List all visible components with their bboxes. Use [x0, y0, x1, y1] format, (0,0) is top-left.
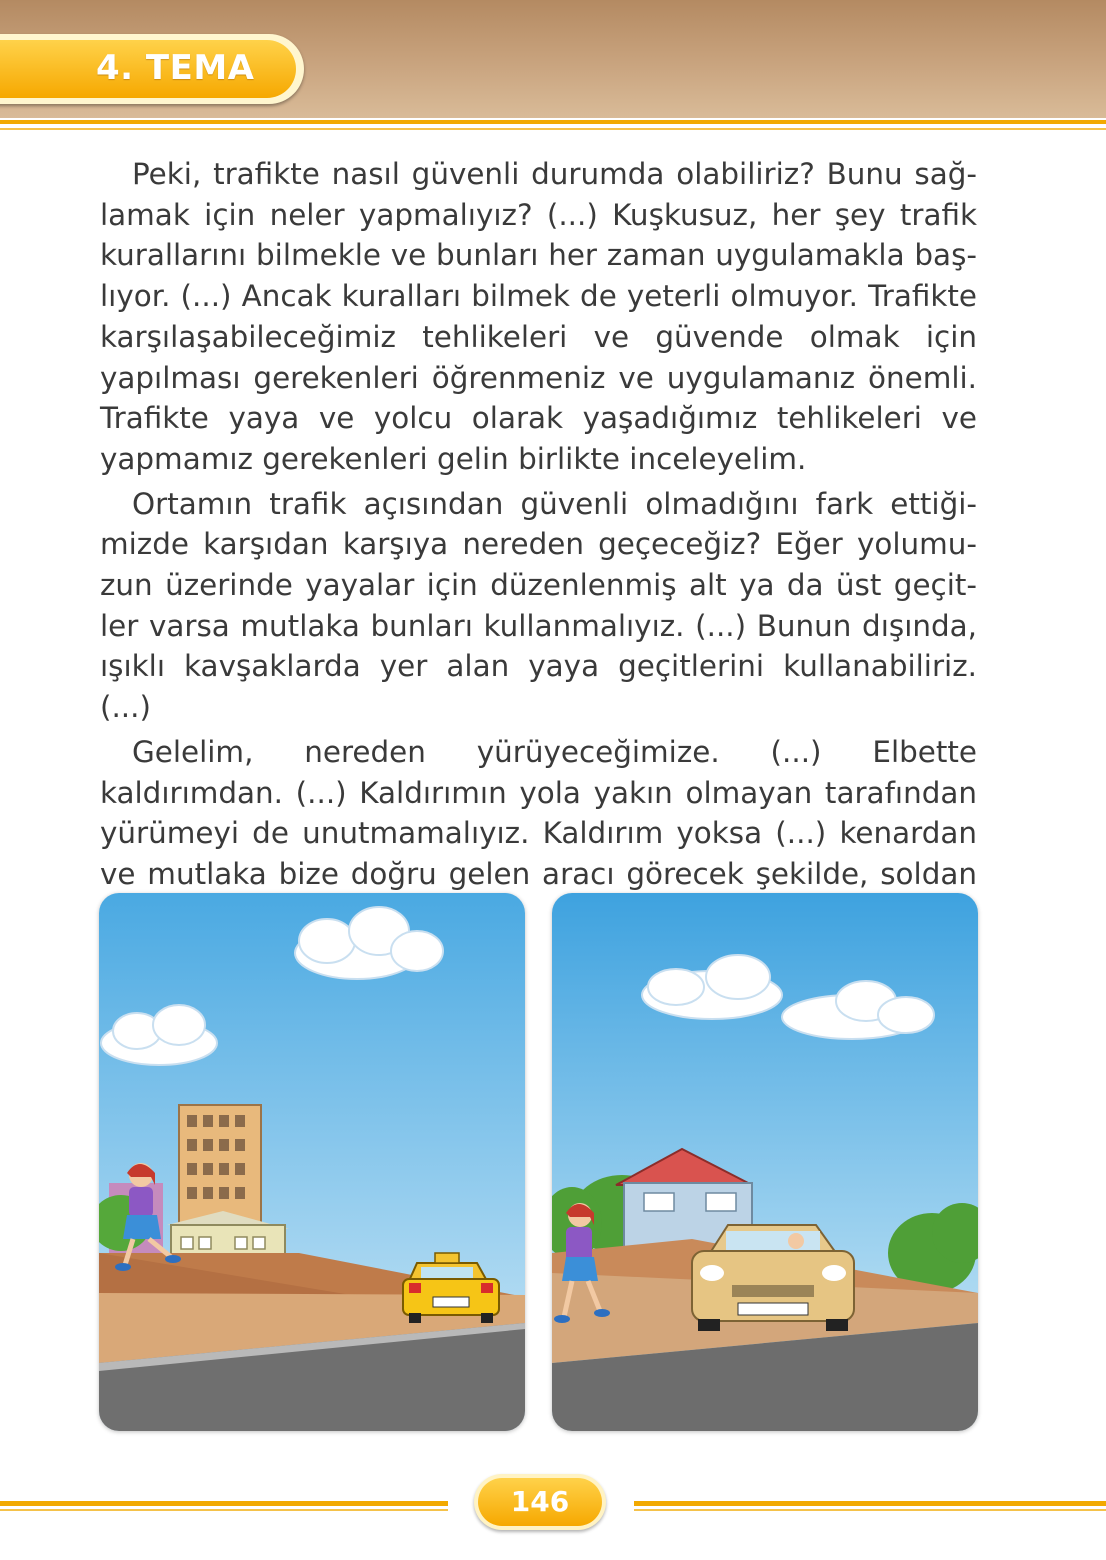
footer-divider-right	[634, 1501, 1106, 1506]
header-divider	[0, 120, 1106, 124]
sidewalk-taxi-scene	[99, 893, 525, 1431]
theme-badge-fill	[0, 40, 296, 98]
paragraph-2: Ortamın trafik açısından güvenli olmadığını fark ettiğimizde karşıdan karşıya nereden geçeceğiz? Eğer yolumuzun üzerinde yayalar için düzenlenmiş alt ya da üst geçitler varsa mutlaka bunları kullanmalıyız. (...) Bunun dışında, ışıklı kavşaklarda yer alan yaya geçitlerini kullanabiliriz. (...)	[100, 486, 977, 725]
illustration-left	[99, 893, 525, 1431]
body-text	[100, 154, 977, 935]
roadside-car-scene	[552, 893, 978, 1431]
page-number-badge	[474, 1474, 606, 1530]
paragraph-3: Gelelim, nereden yürüyeceğimize. (...) Elbette kaldırımdan. (...) Kaldırımın yola yakın olmayan tarafından yürümeyi de unutmamalıyız. Kaldırım yoksa (...) kenardan ve mutlaka bize doğru gelen aracı görecek şekilde, soldan	[100, 734, 977, 891]
illustration-right	[552, 893, 978, 1431]
theme-label: 4. TEMA	[96, 48, 255, 88]
header-divider-thin	[0, 128, 1106, 130]
page-number: 146	[478, 1478, 602, 1526]
paragraph-1: Peki, trafikte nasıl güvenli durumda olabiliriz? Bunu sağlamak için neler yapmalıyız? (...) Kuşkusuz, her şey trafik kurallarını bilmekle ve bunları her zaman uygulamakla başlıyor. (...) Ancak kuralları bilmek de yeterli olmuyor. Trafikte karşılaşabileceğimiz tehlikeleri ve güvende olmak için yapılması gerekenleri öğrenmeniz ve uygulamanız önemli. Trafikte yaya ve yolcu olarak yaşadığımız tehlikeleri ve yapmamız gerekenleri gelin birlikte inceleyelim.	[100, 157, 977, 476]
theme-badge	[0, 34, 304, 104]
footer-divider-right-thin	[634, 1509, 1106, 1511]
footer-divider-left-thin	[0, 1509, 448, 1511]
footer-divider-left	[0, 1501, 448, 1506]
